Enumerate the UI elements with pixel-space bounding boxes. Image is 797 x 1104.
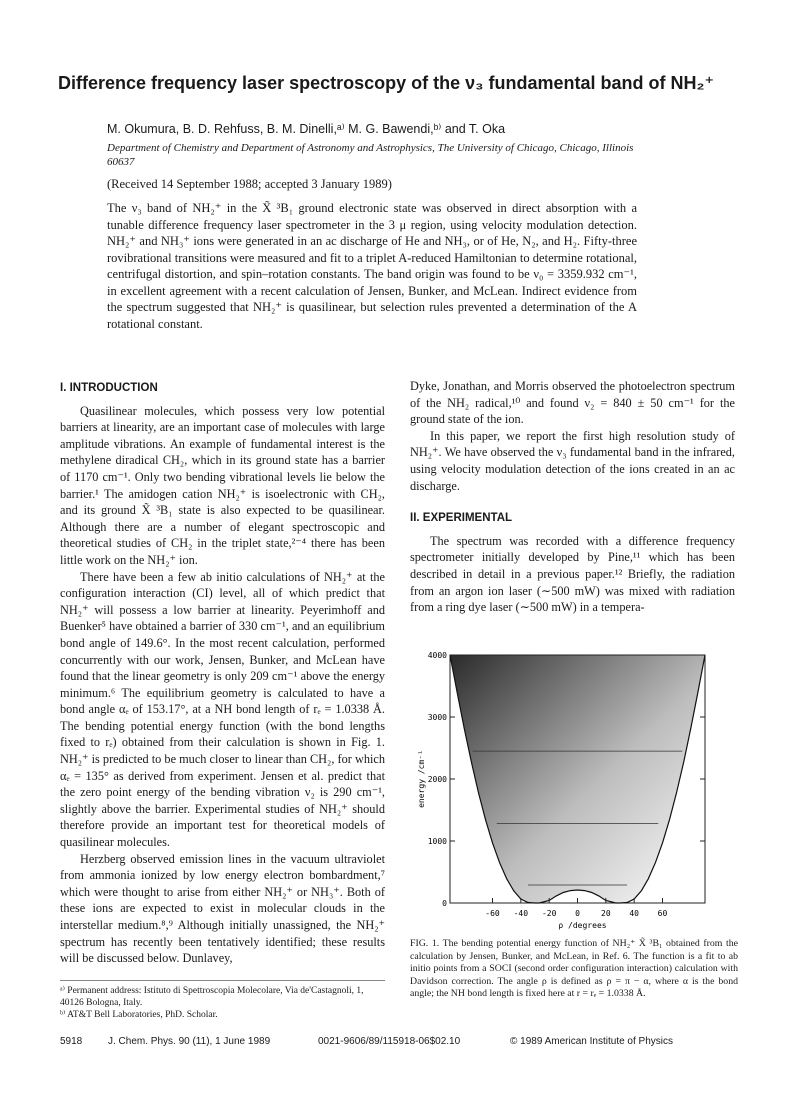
authors: M. Okumura, B. D. Rehfuss, B. M. Dinelli,ᵃ⁾ M. G. Bawendi,ᵇ⁾ and T. Oka: [107, 122, 506, 136]
abstract: The ν₃ band of NH₂⁺ in the X̃ ³B₁ ground electronic state was observed in direct absorption with a tunable difference frequency laser spectrometer in the 3 μ region, using velocity modulation detection. NH₂⁺ and NH₃⁺ ions were generated in an ac discharge of He and NH₃, or of He, N₂, and H₂. Fifty-three rovibrational transitions were measured and fit to a triplet A-reduced Hamiltonian to determine rotational, centrifugal distortion, and spin–rotation constants. The band origin was found to be ν₀ = 3359.932 cm⁻¹, in excellent agreement with a recent calculation of Jensen, Bunker, and McLean. Indirect evidence from the spectrum suggested that NH₂⁺ is quasilinear, but selection rules prevented a determination of the A rotational constant.: [107, 201, 637, 331]
intro-paragraph-4: Dyke, Jonathan, and Morris observed the photoelectron spectrum of the NH₂ radical,¹⁰ and found ν₂ = 840 ± 50 cm⁻¹ for the ground state of the ion.: [410, 379, 735, 427]
footnote-a: ᵃ⁾ Permanent address: Istituto di Spettroscopia Molecolare, Via de'Castagnoli, 1, 40126 Bologna, Italy.: [60, 986, 364, 1008]
page-number: 5918: [60, 1036, 83, 1047]
y-tick-label: 3000: [427, 713, 447, 722]
copyright: © 1989 American Institute of Physics: [510, 1036, 674, 1047]
experimental-paragraph-1: The spectrum was recorded with a difference frequency spectrometer initially developed by Pine,¹¹ which has been described in detail in a previous paper.¹² Briefly, the radiation from an argon ion laser (∼500 mW) was mixed with radiation from a ring dye laser (∼500 mW) in a tempera-: [410, 533, 735, 615]
x-tick-label: 20: [601, 909, 611, 918]
journal-citation: J. Chem. Phys. 90 (11), 1 June 1989: [108, 1036, 271, 1047]
article-code: 0021-9606/89/115918-06$02.10: [318, 1036, 461, 1047]
received-date: (Received 14 September 1988; accepted 3 January 1989): [107, 177, 392, 191]
x-tick-label: -40: [513, 909, 529, 918]
y-tick-label: 0: [442, 899, 447, 908]
x-tick-label: -60: [485, 909, 500, 918]
x-axis-label: ρ /degrees: [558, 921, 607, 930]
intro-paragraph-1: Quasilinear molecules, which possess very low potential barriers at linearity, are an important case of molecules with large amplitude vibrations. An example of fundamental interest is the methylene diradical CH₂, which in its ground state has a barrier of 1170 cm⁻¹. Only two bending vibrational levels lie below the barrier.¹ The amidogen cation NH₂⁺ is isoelectronic with CH₂, and its ground X̃ ³B₁ state is also expected to be quasilinear. Although there are a number of elegant spectroscopic and theoretical studies of CH₂ in the triplet state,²⁻⁴ there has been little work on the NH₂⁺ ion.: [60, 403, 385, 567]
potential-energy-chart: [410, 645, 740, 930]
x-tick-label: 40: [629, 909, 639, 918]
section-heading-introduction: I. INTRODUCTION: [60, 382, 158, 394]
intro-paragraph-3: Herzberg observed emission lines in the vacuum ultraviolet from ammonia ionized by low energy electron bombardment,⁷ which were thought to arise from either NH₂⁺ or NH₃⁺. Both of these ions are expected to exist in molecular clouds in the interstellar medium.⁸,⁹ Although initially unassigned, the NH₂⁺ spectrum has recently been tentatively identified; these results will be discussed below. Dunlavey,: [60, 851, 385, 966]
footnotes: [60, 980, 385, 1021]
intro-paragraph-2: There have been a few ab initio calculations of NH₂⁺ at the configuration interaction (CI) level, all of which predict that NH₂⁺ will possess a low barrier at linearity. Peyerimhoff and Buenker⁵ have obtained a barrier of 330 cm⁻¹, and an equilibrium bond angle of 149.6°. In the most recent calculation, performed concurrently with our work, Jensen, Bunker, and McLean have found that the linear geometry is only 209 cm⁻¹ above the energy minimum.⁶ The equilibrium geometry is calculated to have a bond angle αₑ of 153.17°, at a NH bond length of rₑ = 1.0338 Å. The bending potential energy function (with the bond lengths fixed to rₑ) obtained from their calculation is shown in Fig. 1. NH₂⁺ is predicted to be much closer to linear than CH₂, for which αₑ = 135° as derived from experiment. Jensen et al. predict that the zero point energy of the bending vibration ν₂ is 290 cm⁻¹, slightly above the barrier. Experimental studies of NH₂⁺ should therefore provide an important test for theoretical models of quasilinear molecules.: [60, 569, 385, 850]
y-tick-label: 2000: [427, 775, 447, 784]
figure-1: [410, 645, 740, 930]
figure-caption: FIG. 1. The bending potential energy function of NH₂⁺ X̃ ³B₁ obtained from the calculation by Jensen, Bunker, and McLean, in Ref. 6. The function is a fit to ab initio points from a SOCI (second order configuration interaction) calculation with Davidson correction. The angle ρ is defined as ρ = π − α, where α is the bond angle; the NH bond length is fixed here at r = rₑ = 1.0338 Å.: [410, 938, 738, 999]
paper-title: Difference frequency laser spectroscopy of the ν₃ fundamental band of NH₂⁺: [58, 73, 714, 93]
x-tick-label: -20: [541, 909, 557, 918]
y-tick-label: 1000: [427, 837, 447, 846]
x-tick-label: 60: [657, 909, 668, 918]
footnote-b: ᵇ⁾ AT&T Bell Laboratories, PhD. Scholar.: [60, 1010, 218, 1020]
right-column: [410, 378, 735, 616]
y-tick-label: 4000: [427, 651, 447, 660]
left-column: [60, 378, 385, 967]
shaded-region: [450, 655, 705, 903]
section-heading-experimental: II. EXPERIMENTAL: [410, 512, 513, 525]
x-tick-label: 0: [575, 909, 580, 918]
y-axis-label: energy /cm⁻¹: [417, 750, 426, 808]
intro-paragraph-5: In this paper, we report the first high resolution study of NH₂⁺. We have observed the ν₃ fundamental band in the infrared, using velocity modulation detection of the ions created in an ac discharge.: [410, 428, 735, 493]
affiliation: Department of Chemistry and Department of Astronomy and Astrophysics, The University of Chicago, Chicago, Illinois 60637: [107, 142, 634, 168]
